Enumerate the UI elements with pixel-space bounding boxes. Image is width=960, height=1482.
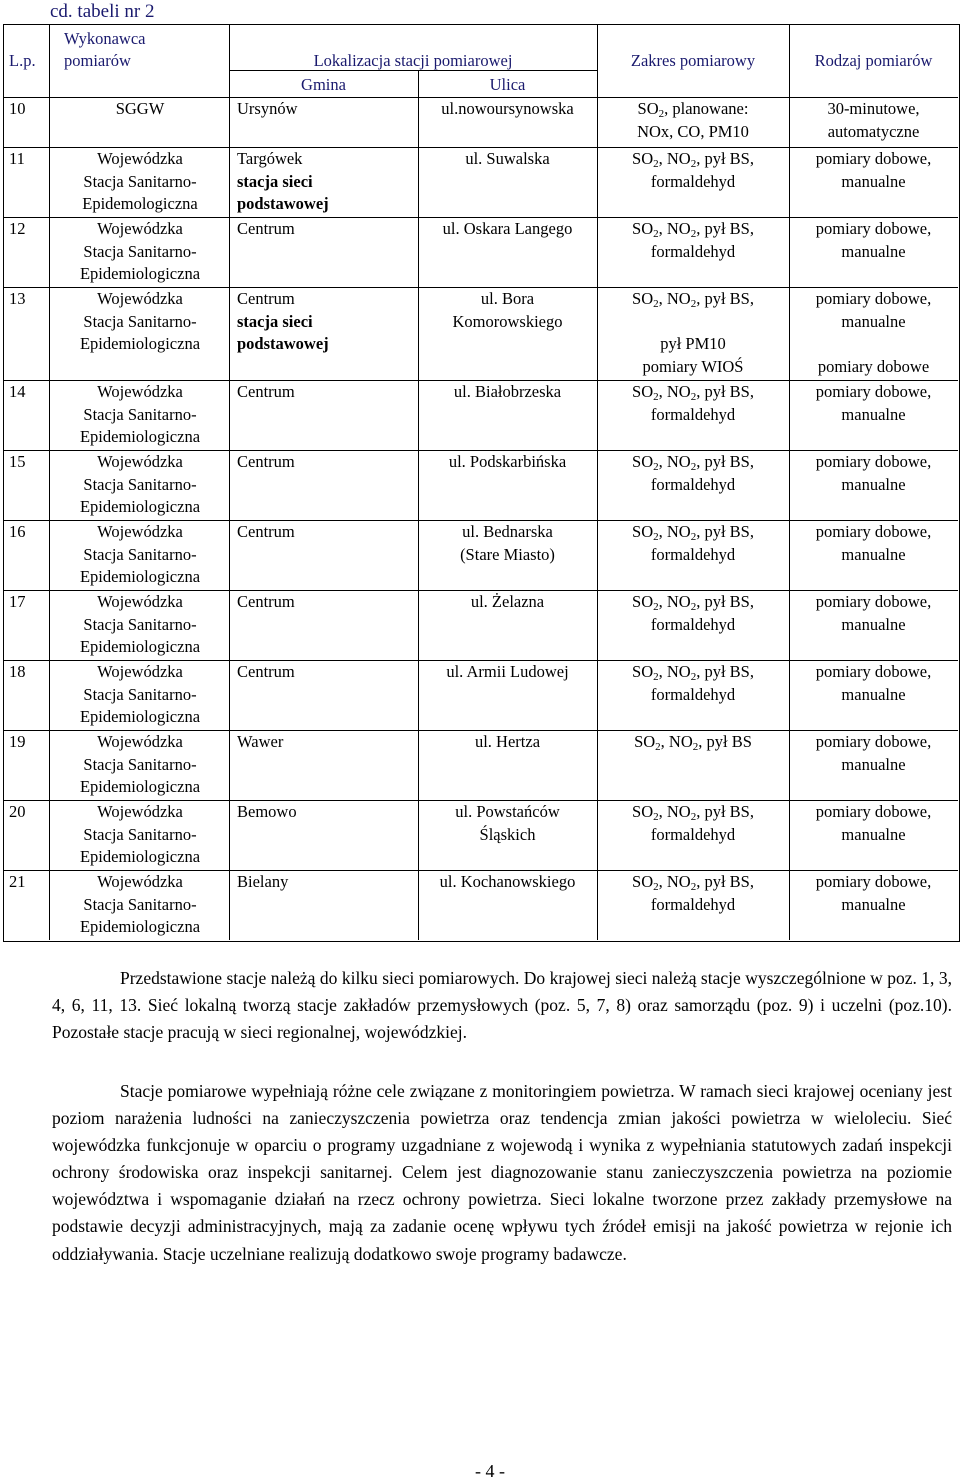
cell-rodzaj: pomiary dobowe, xyxy=(815,662,932,681)
row-number: 12 xyxy=(9,219,26,238)
cell-zakres: formaldehyd xyxy=(650,241,736,261)
row-number: 19 xyxy=(9,732,26,751)
cell-wykonawca: Stacja Sanitarno- xyxy=(83,474,197,494)
cell-wykonawca: Wojewódzka xyxy=(97,452,183,471)
cell-wykonawca: Stacja Sanitarno- xyxy=(83,614,197,634)
cell-rodzaj: pomiary dobowe, xyxy=(815,872,932,891)
cell-wykonawca: Stacja Sanitarno- xyxy=(83,241,197,261)
cell-ulica: ul. Podskarbińska xyxy=(448,452,567,471)
cell-gmina: Centrum xyxy=(237,382,295,401)
cell-zakres: $SO_2$, $NO_2$, pył BS, xyxy=(632,522,754,543)
cell-gmina: Bemowo xyxy=(237,802,297,821)
header-lp: L.p. xyxy=(9,51,36,70)
cell-zakres: $SO_2$, $NO_2$, pył BS, xyxy=(632,382,754,403)
cell-zakres: formaldehyd xyxy=(650,894,736,914)
cell-wykonawca: Wojewódzka xyxy=(97,732,183,751)
cell-wykonawca: Stacja Sanitarno- xyxy=(83,544,197,564)
header-zakres: Zakres pomiarowy xyxy=(630,51,756,70)
page-number: - 4 - xyxy=(475,1461,505,1481)
cell-zakres: $SO_2$, $NO_2$, pył BS, xyxy=(632,219,754,240)
cell-wykonawca: Epidemiologiczna xyxy=(79,777,201,796)
cell-ulica: Komorowskiego xyxy=(452,311,563,331)
cell-gmina: Centrum xyxy=(237,662,295,681)
cell-ulica: ul.nowoursynowska xyxy=(441,99,574,118)
cell-rodzaj: pomiary dobowe, xyxy=(815,219,932,238)
row-number: 18 xyxy=(9,662,26,681)
cell-zakres: $SO_2$, $NO_2$, pył BS, xyxy=(632,592,754,613)
cell-wykonawca: Wojewódzka xyxy=(97,149,183,168)
cell-gmina: Centrum xyxy=(237,522,295,541)
cell-wykonawca: Wojewódzka xyxy=(97,289,183,308)
cell-zakres: $SO_2$, planowane: xyxy=(637,99,749,120)
cell-rodzaj: pomiary dobowe, xyxy=(815,289,932,308)
header-lokalizacja: Lokalizacja stacji pomiarowej xyxy=(313,51,513,70)
cell-zakres: formaldehyd xyxy=(650,824,736,844)
cell-rodzaj: 30-minutowe, xyxy=(827,99,920,118)
cell-wykonawca: Wojewódzka xyxy=(97,382,183,401)
cell-rodzaj: manualne xyxy=(841,614,906,634)
cell-zakres: formaldehyd xyxy=(650,684,736,704)
cell-zakres: formaldehyd xyxy=(650,171,736,191)
cell-ulica: (Stare Miasto) xyxy=(460,544,555,564)
header-wykonawca-2: pomiarów xyxy=(64,51,131,70)
cell-gmina: stacja sieci xyxy=(237,311,313,331)
cell-gmina: Centrum xyxy=(237,452,295,471)
cell-wykonawca: Wojewódzka xyxy=(97,592,183,611)
cell-gmina: Wawer xyxy=(237,732,284,751)
cell-ulica: ul. Kochanowskiego xyxy=(439,872,576,891)
cell-wykonawca: Wojewódzka xyxy=(97,802,183,821)
cell-wykonawca: Epidemologiczna xyxy=(82,194,198,213)
cell-rodzaj: pomiary dobowe, xyxy=(815,592,932,611)
paragraph-1-text: Przedstawione stacje należą do kilku sieci pomiarowych. Do krajowej sieci należą stacje wyszczególnione w poz. 1, 3, 4, 6, 11, 13. Sieć lokalną tworzą stacje zakładów przemysłowych (poz. 5, 7, 8) oraz samorządu (poz. 9) i uczelni (poz.10). Pozostałe stacje pracują w sieci regionalnej, wojewódzkiej. xyxy=(52,968,952,1043)
cell-zakres: formaldehyd xyxy=(650,474,736,494)
cell-wykonawca: Stacja Sanitarno- xyxy=(83,404,197,424)
cell-rodzaj: pomiary dobowe xyxy=(817,356,930,376)
cell-gmina: Bielany xyxy=(237,872,289,891)
cell-zakres: formaldehyd xyxy=(650,614,736,634)
cell-wykonawca: Epidemiologiczna xyxy=(79,847,201,866)
cell-wykonawca: Epidemiologiczna xyxy=(79,637,201,656)
cell-rodzaj: manualne xyxy=(841,894,906,914)
cell-gmina: Ursynów xyxy=(237,99,298,118)
column-divider xyxy=(229,24,230,940)
cell-rodzaj: manualne xyxy=(841,544,906,564)
cell-rodzaj: manualne xyxy=(841,754,906,774)
cell-wykonawca: Stacja Sanitarno- xyxy=(83,311,197,331)
cell-ulica: ul. Armii Ludowej xyxy=(446,662,569,681)
cell-ulica: ul. Białobrzeska xyxy=(453,382,562,401)
row-number: 20 xyxy=(9,802,26,821)
cell-rodzaj: manualne xyxy=(841,684,906,704)
row-number: 21 xyxy=(9,872,26,891)
cell-zakres: $SO_2$, $NO_2$, pył BS, xyxy=(632,872,754,893)
row-number: 15 xyxy=(9,452,26,471)
cell-rodzaj: pomiary dobowe, xyxy=(815,802,932,821)
cell-wykonawca: SGGW xyxy=(115,99,165,118)
cell-rodzaj: pomiary dobowe, xyxy=(815,382,932,401)
header-wykonawca-1: Wykonawca xyxy=(64,29,146,48)
cell-rodzaj: manualne xyxy=(841,824,906,844)
cell-zakres: pył PM10 xyxy=(660,334,726,353)
cell-zakres: formaldehyd xyxy=(650,404,736,424)
header-ulica: Ulica xyxy=(489,75,526,94)
cell-rodzaj: pomiary dobowe, xyxy=(815,732,932,751)
cell-zakres: formaldehyd xyxy=(650,544,736,564)
cell-zakres: $SO_2$, $NO_2$, pył BS, xyxy=(632,802,754,823)
cell-wykonawca: Stacja Sanitarno- xyxy=(83,754,197,774)
cell-rodzaj: pomiary dobowe, xyxy=(815,149,932,168)
paragraph-2-text: Stacje pomiarowe wypełniają różne cele związane z monitoringiem powietrza. W ramach sieci krajowej oceniany jest poziom narażenia ludności na zanieczyszczenia powietrza oraz tendencja zmian jakości powietrza w wieloleciu. Sieć wojewódzka funkcjonuje w oparciu o programy uzgadniane z wojewodą i wynika z wypełniania statutowych zadań inspekcji ochrony środowiska oraz inspekcji sanitarnej. Celem jest diagnozowanie stanu zanieczyszczenia powietrza na poziomie województwa i wspomaganie działań na rzecz ochrony powietrza. Sieci lokalne tworzone przez zakłady przemysłowe na podstawie decyzji administracyjnych, mają za zadanie ocenę wpływu tych źródeł emisji na jakość powietrza w rejonie ich oddziaływania. Stacje uczelniane realizują dodatkowo swoje programy badawcze. xyxy=(52,1081,952,1264)
cell-gmina: Targówek xyxy=(237,149,303,168)
row-number: 14 xyxy=(9,382,26,401)
cell-rodzaj: automatyczne xyxy=(827,121,920,141)
column-divider xyxy=(49,24,50,940)
cell-rodzaj: manualne xyxy=(841,311,906,331)
header-rodzaj: Rodzaj pomiarów xyxy=(814,51,933,70)
cell-ulica: ul. Bora xyxy=(480,289,535,308)
cell-wykonawca: Epidemiologiczna xyxy=(79,707,201,726)
cell-ulica: ul. Bednarska xyxy=(462,522,553,541)
cell-wykonawca: Epidemiologiczna xyxy=(79,264,201,283)
cell-gmina: Centrum xyxy=(237,592,295,611)
cell-wykonawca: Stacja Sanitarno- xyxy=(83,894,197,914)
cell-ulica: ul. Żelazna xyxy=(470,592,545,611)
cell-wykonawca: Wojewódzka xyxy=(97,219,183,238)
cell-wykonawca: Epidemiologiczna xyxy=(79,497,201,516)
cell-wykonawca: Stacja Sanitarno- xyxy=(83,824,197,844)
cell-gmina: Centrum xyxy=(237,219,295,238)
cell-wykonawca: Wojewódzka xyxy=(97,662,183,681)
cell-wykonawca: Wojewódzka xyxy=(97,872,183,891)
cell-rodzaj: manualne xyxy=(841,241,906,261)
row-number: 16 xyxy=(9,522,26,541)
cell-wykonawca: Stacja Sanitarno- xyxy=(83,684,197,704)
cell-gmina: Centrum xyxy=(237,289,295,308)
cell-ulica: Śląskich xyxy=(479,824,536,844)
paragraph-2 xyxy=(52,1078,952,1268)
cell-gmina: podstawowej xyxy=(237,334,329,353)
cell-rodzaj: pomiary dobowe, xyxy=(815,522,932,541)
cell-wykonawca: Stacja Sanitarno- xyxy=(83,171,197,191)
paragraph-1 xyxy=(52,965,952,1046)
cell-zakres: pomiary WIOŚ xyxy=(642,356,744,376)
cell-ulica: ul. Hertza xyxy=(474,732,541,751)
cell-wykonawca: Epidemiologiczna xyxy=(79,917,201,936)
cell-zakres: $SO_2$, $NO_2$, pył BS xyxy=(634,732,752,753)
cell-rodzaj: pomiary dobowe, xyxy=(815,452,932,471)
cell-zakres: $SO_2$, $NO_2$, pył BS, xyxy=(632,452,754,473)
row-number: 10 xyxy=(9,99,26,118)
row-number: 13 xyxy=(9,289,26,308)
cell-rodzaj: manualne xyxy=(841,404,906,424)
cell-rodzaj: manualne xyxy=(841,171,906,191)
cell-wykonawca: Wojewódzka xyxy=(97,522,183,541)
cell-zakres: $SO_2$, $NO_2$, pył BS, xyxy=(632,149,754,170)
cell-ulica: ul. Suwalska xyxy=(465,149,550,168)
cell-ulica: ul. Oskara Langego xyxy=(442,219,573,238)
cell-rodzaj: manualne xyxy=(841,474,906,494)
cell-wykonawca: Epidemiologiczna xyxy=(79,334,201,353)
cell-wykonawca: Epidemiologiczna xyxy=(79,427,201,446)
cell-zakres: $SO_2$, $NO_2$, pył BS, xyxy=(632,289,754,310)
cell-zakres: $SO_2$, $NO_2$, pył BS, xyxy=(632,662,754,683)
cell-zakres: NOx, CO, PM10 xyxy=(637,121,749,141)
row-number: 11 xyxy=(9,149,25,168)
row-number: 17 xyxy=(9,592,26,611)
cell-gmina: stacja sieci xyxy=(237,171,313,191)
cell-wykonawca: Epidemiologiczna xyxy=(79,567,201,586)
table-continuation-heading: cd. tabeli nr 2 xyxy=(50,1,155,22)
cell-gmina: podstawowej xyxy=(237,194,329,213)
header-gmina: Gmina xyxy=(301,75,346,94)
cell-ulica: ul. Powstańców xyxy=(455,802,560,821)
